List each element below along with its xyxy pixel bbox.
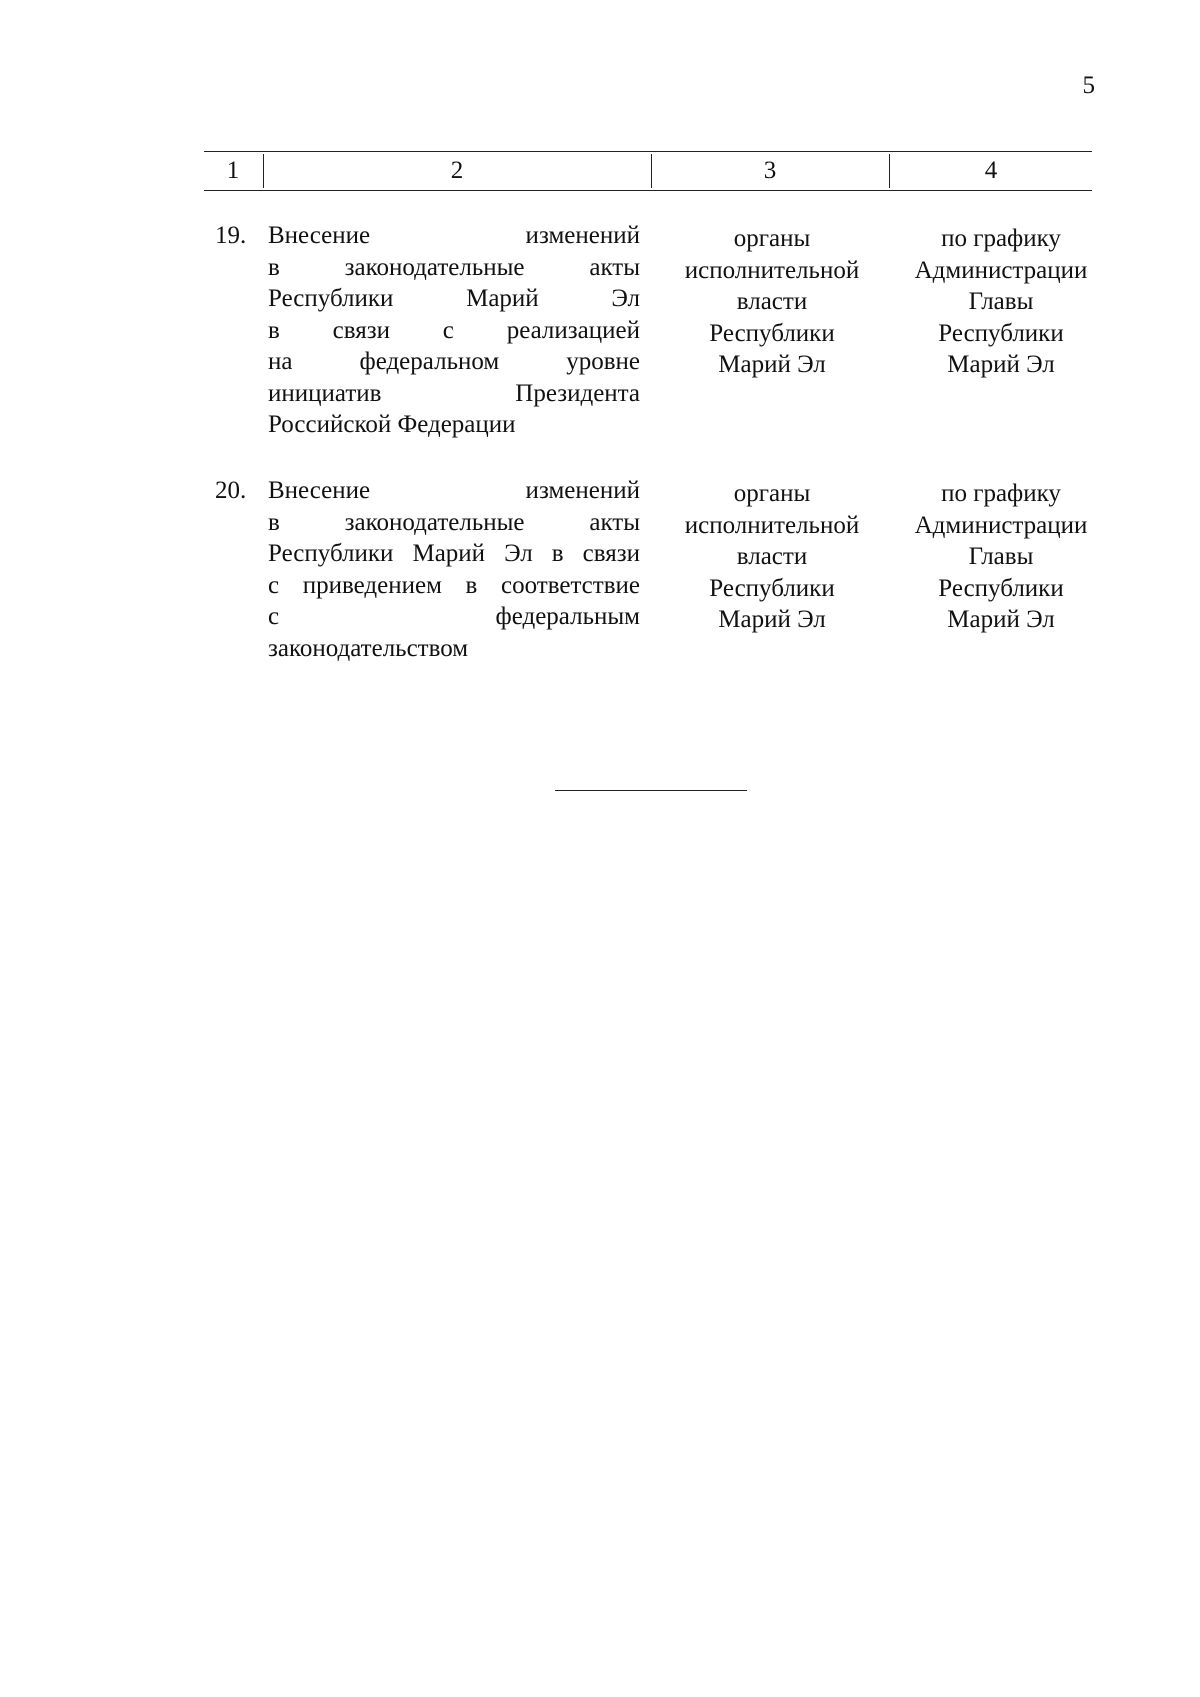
- row-deadline: [890, 223, 1112, 381]
- end-of-document-rule: [555, 790, 747, 791]
- deadline-line: Марий Эл: [947, 606, 1055, 633]
- deadline-line: Республики: [938, 574, 1064, 602]
- description-line: в связи с реализацией: [268, 316, 640, 344]
- deadline-line: Главы: [968, 288, 1034, 315]
- description-line: Российской Федерации: [268, 411, 516, 438]
- row-executor: [652, 478, 892, 636]
- header-cell-2: 2: [450, 157, 464, 184]
- executor-line: исполнительной: [684, 511, 860, 539]
- header-cell-4: 4: [984, 157, 998, 184]
- description-line: законодательством: [268, 634, 469, 662]
- description-line: в законодательные акты: [268, 253, 640, 281]
- executor-line: органы: [733, 480, 811, 507]
- header-cell-1: 1: [226, 157, 240, 184]
- deadline-line: Администрации: [914, 511, 1088, 539]
- description-line: Внесение изменений: [268, 222, 640, 249]
- row-executor: [652, 223, 892, 381]
- executor-line: Республики: [709, 574, 835, 602]
- executor-line: Республики: [709, 319, 835, 347]
- row-deadline: [890, 478, 1112, 636]
- executor-line: власти: [736, 543, 808, 570]
- page-number: 5: [1082, 72, 1095, 99]
- description-line: Республики Марий Эл: [268, 285, 640, 312]
- executor-line: органы: [733, 225, 811, 252]
- deadline-line: Республики: [938, 319, 1064, 347]
- deadline-line: по графику: [941, 480, 1061, 507]
- row-number: 20.: [215, 477, 247, 504]
- executor-line: исполнительной: [684, 256, 860, 284]
- description-line: Республики Марий Эл в связи: [268, 540, 640, 567]
- deadline-line: Марий Эл: [947, 351, 1055, 378]
- executor-line: Марий Эл: [718, 606, 826, 633]
- header-cell-3: 3: [763, 157, 777, 184]
- description-line: инициатив Президента: [268, 379, 640, 407]
- description-line: в законодательные акты: [268, 508, 640, 536]
- description-line: с приведением в соответствие: [268, 571, 640, 599]
- row-description: [268, 220, 640, 441]
- row-number: 19.: [215, 222, 247, 249]
- deadline-line: Главы: [968, 543, 1034, 570]
- description-line: на федеральном уровне: [268, 348, 640, 375]
- row-description: [268, 475, 640, 664]
- executor-line: Марий Эл: [718, 351, 826, 378]
- table-header-row: [204, 151, 1092, 191]
- deadline-line: Администрации: [914, 256, 1088, 284]
- deadline-line: по графику: [941, 225, 1061, 252]
- description-line: с федеральным: [268, 603, 640, 630]
- executor-line: власти: [736, 288, 808, 315]
- description-line: Внесение изменений: [268, 477, 640, 504]
